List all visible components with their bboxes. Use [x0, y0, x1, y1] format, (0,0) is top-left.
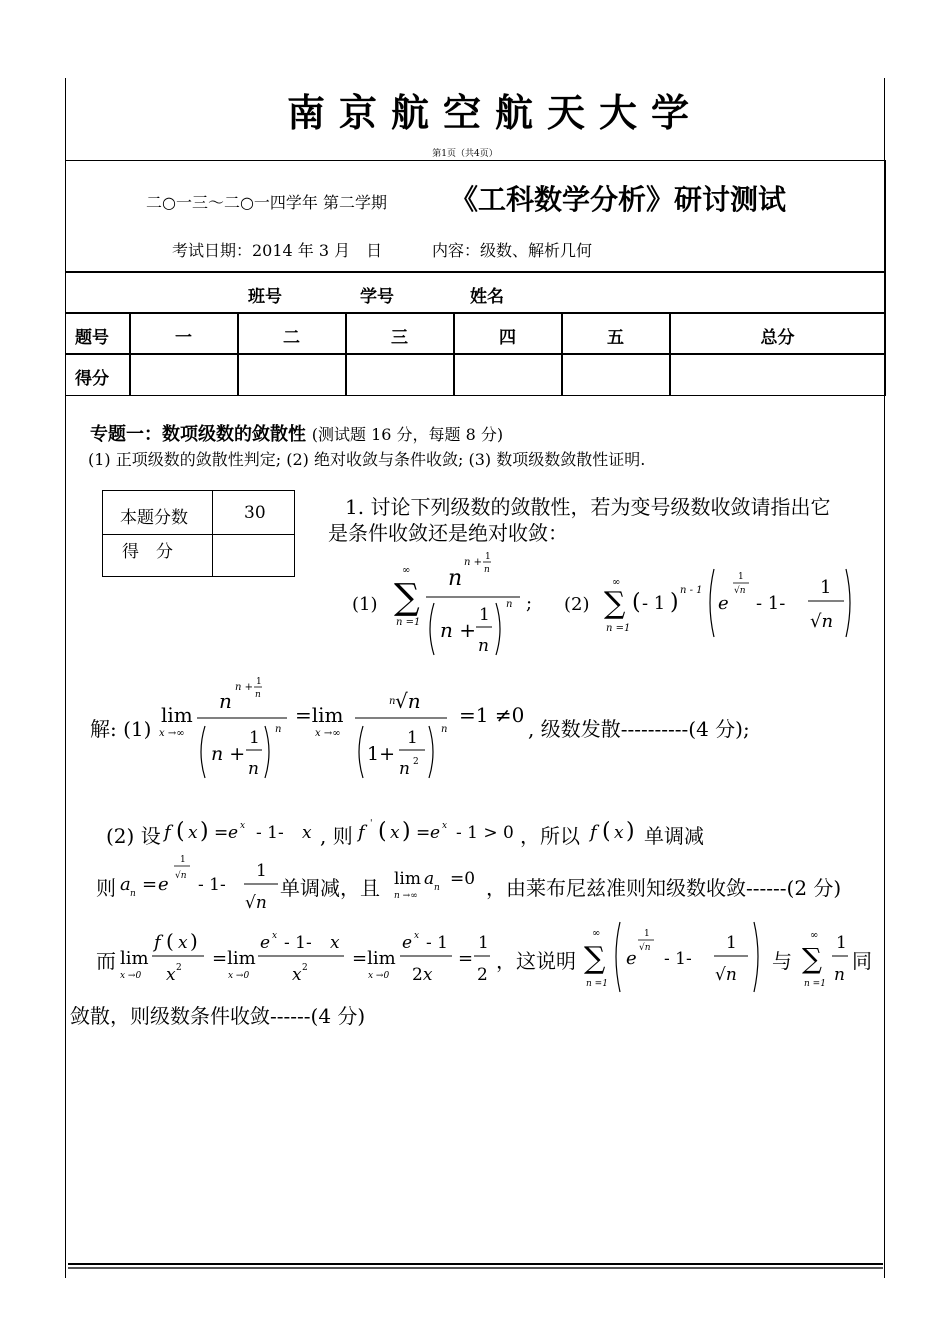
svg-text:f: f: [590, 822, 597, 843]
topic-title: 专题一：数项级数的敛散性: [90, 424, 306, 445]
solution-1-formula: [155, 670, 535, 790]
svg-text:=lim: =lim: [212, 948, 256, 969]
svg-text:1: 1: [249, 728, 260, 748]
exp-frac-num: 1: [485, 552, 491, 562]
svg-text:n: n: [441, 724, 448, 735]
svg-text:n: n: [478, 636, 489, 656]
svg-text:1: 1: [256, 861, 267, 881]
exp-frac-den: n: [484, 565, 490, 575]
col-total: 总分: [760, 328, 795, 348]
svg-text:n: n: [389, 696, 396, 707]
svg-text:e: e: [718, 593, 729, 614]
svg-text:n +: n +: [235, 682, 253, 693]
table-top-line: [65, 271, 886, 273]
svg-text:e: e: [228, 823, 239, 843]
exam-date: 考试日期：2014 年 3 月 日: [172, 241, 383, 260]
svg-text:x: x: [292, 965, 302, 985]
solution-2-fprime: [356, 812, 526, 852]
sum-lower: n =1: [396, 617, 421, 628]
svg-text:n: n: [219, 689, 232, 713]
student-id-label: 学号: [360, 287, 394, 307]
svg-text:1+: 1+: [367, 743, 396, 765]
svg-text:n +: n +: [211, 743, 246, 765]
topic-items: (1) 正项级数的敛散性判定; (2) 绝对收敛与条件收敛; (3) 数项级数敛散性证明.: [88, 450, 646, 469]
svg-text:- 1: - 1: [642, 593, 666, 614]
svg-text:1: 1: [644, 929, 650, 939]
col-2: 二: [283, 328, 300, 348]
svg-text:e: e: [260, 933, 271, 953]
svg-text:1: 1: [726, 933, 737, 953]
bottom-rule: [68, 1263, 883, 1265]
solution-5: 敛散，则级数条件收敛------(4 分): [70, 1004, 366, 1028]
svg-text:): ): [200, 819, 209, 844]
svg-text:∑: ∑: [604, 586, 626, 621]
svg-text:(: (: [176, 819, 185, 844]
solution-4-prefix: 而: [96, 949, 116, 973]
svg-text:e: e: [430, 823, 441, 843]
solution-4-series: [582, 918, 772, 998]
svg-text:√n: √n: [175, 871, 187, 881]
svg-text:2: 2: [477, 965, 488, 985]
svg-text:1: 1: [820, 577, 832, 598]
svg-text:a: a: [424, 869, 435, 889]
page-number: 第1页（共4页）: [432, 149, 498, 159]
svg-text:n: n: [434, 883, 440, 893]
col-5: 五: [607, 328, 624, 348]
svg-text:n +: n +: [440, 618, 476, 642]
svg-text:n: n: [255, 690, 261, 700]
solution-4-limit: [118, 922, 508, 992]
svg-text:∑: ∑: [802, 942, 822, 975]
bottom-rule: [68, 1267, 883, 1269]
svg-text:(: (: [632, 590, 641, 615]
svg-text:f: f: [358, 822, 365, 843]
svg-text:e: e: [158, 874, 169, 895]
question-line-1: 1. 讨论下列级数的敛散性，若为变号级数收敛请指出它: [345, 495, 831, 519]
topic-note: (测试题 16 分，每题 8 分): [311, 425, 504, 444]
svg-text:x: x: [166, 965, 176, 985]
svg-text:2: 2: [176, 963, 182, 973]
solution-3-limit: [390, 862, 490, 902]
svg-text:=: =: [142, 874, 158, 895]
svg-text:=: =: [214, 823, 229, 843]
solution-2-mid1: , 则: [320, 824, 353, 848]
svg-text:': ': [370, 819, 373, 829]
svg-text:lim: lim: [120, 948, 149, 969]
svg-text:e: e: [402, 933, 413, 953]
svg-text:n - 1: n - 1: [680, 585, 703, 596]
svg-text:x →0: x →0: [368, 971, 390, 981]
svg-text:): ): [190, 929, 198, 953]
term-label: 二○一三～二○一四学年 第二学期: [146, 193, 388, 212]
svg-text:): ): [670, 590, 679, 615]
svg-text:2x: 2x: [412, 965, 433, 985]
svg-text:=1 ≠0: =1 ≠0: [459, 703, 525, 727]
svg-text:1: 1: [407, 728, 418, 748]
table-line-2: [65, 312, 886, 314]
svg-text:- 1: - 1: [426, 933, 448, 953]
score-box-divider: [102, 534, 295, 535]
svg-text:n: n: [399, 759, 410, 779]
svg-text:√n: √n: [395, 689, 421, 713]
svg-text:1: 1: [836, 933, 847, 953]
table-line-3: [65, 353, 886, 355]
svg-text:- 1-: - 1-: [756, 593, 786, 614]
solution-2-fx: [162, 812, 332, 852]
svg-text:√n: √n: [734, 586, 746, 596]
svg-text:x →∞: x →∞: [315, 728, 341, 739]
svg-text:- 1-: - 1-: [198, 875, 226, 895]
svg-text:=0: =0: [450, 869, 476, 889]
solution-3-mid: 单调减，且: [280, 876, 380, 900]
svg-text:=: =: [416, 823, 431, 843]
class-label: 班号: [248, 287, 282, 307]
numerator-n: n: [448, 566, 463, 591]
solution-4-suffix: 同: [852, 949, 872, 973]
solution-2-suffix: 单调减: [644, 824, 704, 848]
svg-text:2: 2: [302, 963, 308, 973]
svg-text:x →0: x →0: [120, 971, 142, 981]
sum-upper: ∞: [402, 565, 411, 576]
svg-text:x: x: [414, 931, 420, 941]
svg-text:n =1: n =1: [606, 623, 631, 634]
col-4: 四: [499, 328, 516, 348]
svg-text:(: (: [378, 819, 387, 844]
svg-text:- 1-: - 1-: [256, 823, 284, 843]
svg-text:1: 1: [479, 605, 490, 625]
svg-text:(: (: [602, 819, 611, 844]
solution-4-harmonic: [798, 920, 854, 996]
svg-text:- 1-: - 1-: [664, 949, 692, 969]
svg-text:1: 1: [478, 933, 489, 953]
svg-text:1: 1: [180, 855, 186, 865]
score-box-value: 30: [244, 503, 266, 523]
svg-text:x →0: x →0: [228, 971, 250, 981]
svg-text:lim: lim: [394, 869, 421, 889]
svg-text:f: f: [154, 932, 161, 953]
solution-2-mid2: ，所以: [520, 824, 580, 848]
question-line-2: 是条件收敛还是绝对收敛：: [328, 521, 568, 545]
svg-text:=: =: [458, 948, 474, 969]
svg-text:n: n: [275, 724, 282, 735]
svg-text:n: n: [130, 889, 136, 899]
solution-2-fx-short: [588, 812, 648, 852]
svg-text:x: x: [188, 823, 198, 843]
svg-text:√n: √n: [639, 943, 651, 953]
svg-text:∞: ∞: [612, 577, 621, 588]
solution-4-mid: ，这说明: [496, 949, 576, 973]
score-label: 得分: [75, 369, 109, 389]
exam-content: 内容：级数、解析几何: [432, 241, 593, 260]
solution-3-prefix: 则: [96, 876, 116, 900]
svg-text:1: 1: [256, 677, 262, 687]
svg-text:x →∞: x →∞: [159, 728, 185, 739]
svg-text:(: (: [166, 929, 174, 953]
svg-text:∞: ∞: [810, 930, 819, 941]
col-3: 三: [391, 328, 408, 348]
svg-text:n =1: n =1: [586, 979, 608, 989]
svg-text:- 1-: - 1-: [284, 933, 312, 953]
university-title: 南京航空航天大学: [286, 90, 703, 135]
solution-3-an: [118, 850, 283, 916]
solution-3-suffix: ，由莱布尼兹准则知级数收敛------(2 分): [486, 876, 842, 900]
topic-heading: [90, 420, 503, 446]
svg-text:): ): [402, 819, 411, 844]
svg-text:): ): [626, 819, 635, 844]
score-box-label: 本题分数: [120, 508, 188, 528]
svg-text:f: f: [164, 822, 171, 843]
solution-1-prefix: 解: (1): [90, 717, 152, 741]
name-label: 姓名: [470, 287, 504, 307]
part-1-label: (1): [352, 594, 378, 615]
svg-text:n =1: n =1: [804, 979, 826, 989]
svg-text:;: ;: [526, 593, 533, 614]
svg-text:√n: √n: [245, 893, 267, 913]
svg-text:x: x: [442, 821, 448, 831]
part-2-label: (2): [564, 594, 590, 615]
svg-text:1: 1: [738, 572, 744, 582]
exponent: n +: [464, 557, 482, 568]
svg-text:n: n: [506, 599, 513, 610]
svg-text:n →∞: n →∞: [394, 891, 418, 901]
svg-text:n: n: [248, 759, 259, 779]
sum-symbol: ∑: [394, 577, 420, 618]
svg-text:√n: √n: [810, 611, 834, 632]
svg-text:x: x: [330, 933, 340, 953]
svg-text:lim: lim: [161, 703, 193, 727]
svg-text:x: x: [614, 823, 624, 843]
svg-text:x: x: [178, 933, 188, 953]
svg-text:=lim: =lim: [352, 948, 396, 969]
svg-text:x: x: [240, 821, 246, 831]
svg-text:∑: ∑: [584, 941, 606, 976]
svg-text:∞: ∞: [592, 928, 601, 939]
question-formulas: [388, 545, 948, 665]
svg-text:x: x: [390, 823, 400, 843]
svg-text:=lim: =lim: [295, 703, 344, 727]
question-no-label: 题号: [75, 328, 109, 348]
score-box-get-label: 得 分: [122, 542, 173, 562]
svg-text:x: x: [272, 931, 278, 941]
solution-1-suffix: , 级数发散----------(4 分);: [528, 717, 750, 741]
svg-text:2: 2: [413, 757, 419, 767]
solution-4-with: 与: [772, 949, 792, 973]
svg-text:x: x: [302, 823, 312, 843]
solution-2-prefix: (2) 设: [106, 824, 161, 848]
svg-text:n: n: [834, 965, 845, 985]
col-1: 一: [175, 328, 192, 348]
course-title: 《工科数学分析》研讨测试: [450, 183, 787, 216]
svg-text:e: e: [626, 948, 637, 969]
svg-text:√n: √n: [715, 965, 737, 985]
svg-text:- 1 > 0: - 1 > 0: [456, 823, 514, 843]
svg-text:a: a: [120, 874, 131, 895]
